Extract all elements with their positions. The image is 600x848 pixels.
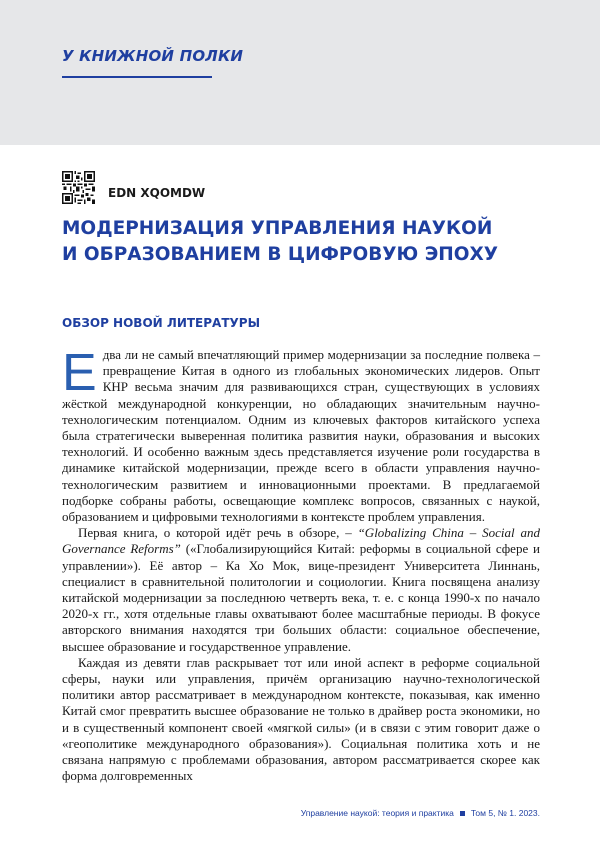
section-underline [62,76,212,78]
section-label: У КНИЖНОЙ ПОЛКИ [62,47,244,65]
paragraph-2 [62,525,540,655]
article-subtitle: ОБЗОР НОВОЙ ЛИТЕРАТУРЫ [62,316,260,330]
article-title [62,216,562,268]
page-footer [62,808,540,818]
footer-journal: Управление наукой: теория и практика [300,808,454,818]
paragraph-1 [62,344,540,525]
paragraph-2-rest: («Глобализирующийся Китай: реформы в социальной сфере и управлении»). Её автор – Ка Хо Мок, вице-президент Университета Линнань, специалист в сравнительной политологии и социологии. Книга посвящена анализу китайской модернизации за последнюю четверть века, т. е. с конца 1990-х по начало 2020-х гг., хотя отдельные главы охватывают более масштабные периоды. В фокусе авторского внимания находятся три больших области: социальное обеспечение, высшее образование и государственное управление. [62,541,540,654]
paragraph-2-start: Первая книга, о которой идёт речь в обзоре, – [78,525,358,541]
footer-issue: Том 5, № 1. 2023. [470,808,540,818]
book-title-italic: “Globalizing China – Social and Governance Reforms” [62,525,540,557]
footer-separator-square [460,811,465,816]
header-band [0,0,600,145]
article-body [62,344,540,784]
article-title-line-1: МОДЕРНИЗАЦИЯ УПРАВЛЕНИЯ НАУКОЙ [62,218,493,239]
edn-code: EDN XQOMDW [108,186,206,200]
drop-cap: Е [62,344,97,402]
article-title-line-2: И ОБРАЗОВАНИЕМ В ЦИФРОВУЮ ЭПОХУ [62,244,499,265]
paragraph-1-text: два ли не самый впечатляющий пример модернизации за последние полвека – превращение Китая в одного из глобальных экономических лидеров. Опыт КНР весьма значим для развивающихся стран, существующих в условиях жёсткой международной конкуренции, но обладающих значительным научно-технологическим потенциалом. Одним из ключевых факторов китайского успеха была стратегически выверенная политика развития науки, образования и высоких технологий. И особенно важным здесь представляется изучение роли государства в динамике китайской модернизации, прежде всего в области управления научно-технологическим развитием и инновационными проектами. В предлагаемой подборке собраны работы, освещающие комплекс вопросов, связанных с наукой, образованием и цифровыми технологиями в контексте проблем управления. [62,347,540,525]
qr-code-icon [62,171,95,204]
paragraph-3: Каждая из девяти глав раскрывает тот или иной аспект в реформе социальной сферы, науки или управления, причём организацию научно-технологической политики автор рассматривает в международном контексте, показывая, как именно Китай смог превратить высшее образование не только в драйвер роста экономики, но и в существенный компонент своей «мягкой силы» (и в связи с этим говорит даже о «геополитике международного образования»). Социальная политика хоть и не связана напрямую с проблемами образования, автором рассматривается скорее как форма долговременных [62,654,540,784]
